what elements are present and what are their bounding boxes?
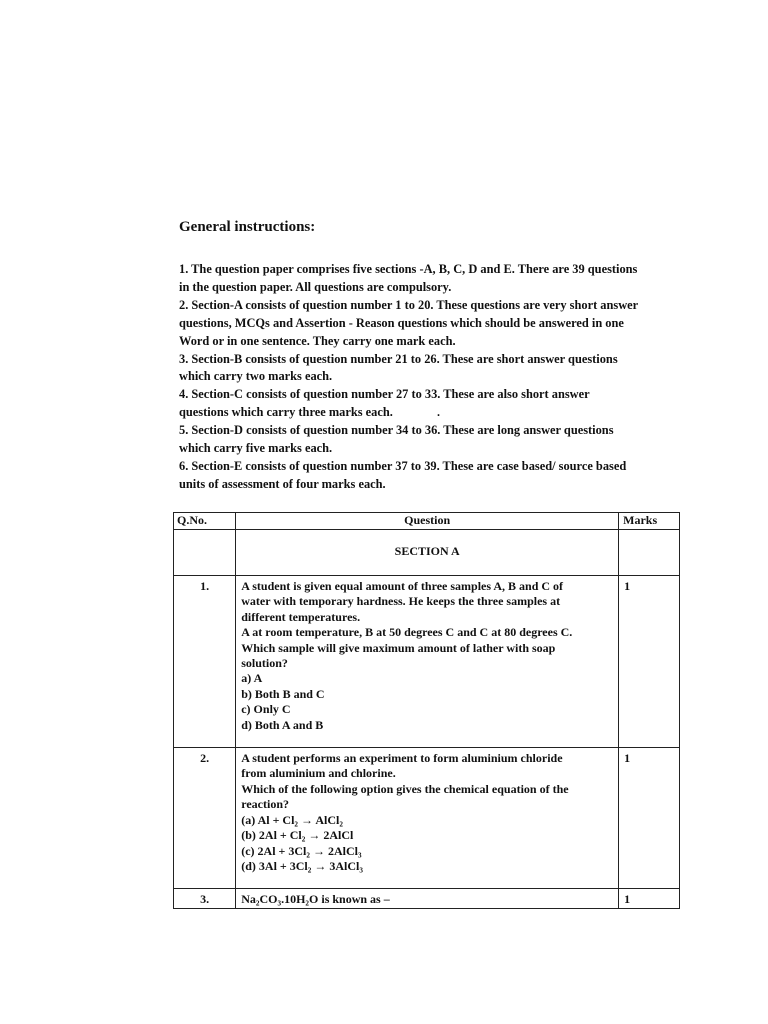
question-line: Which of the following option gives the chemical equation of the: [241, 781, 569, 796]
instruction-line: which carry two marks each.: [179, 369, 333, 384]
option-d: (d) 3Al + 3Cl₂ → 3AlCl₃: [241, 858, 363, 873]
instruction-line: questions, MCQs and Assertion - Reason questions which should be answered in one: [179, 315, 624, 330]
section-row: [174, 530, 680, 576]
question-line: Na₂CO₃.10H₂O is known as –: [241, 892, 390, 907]
question-text: [236, 576, 619, 748]
question-line: solution?: [241, 656, 288, 671]
option-a: (a) Al + Cl₂ → AlCl₂: [241, 812, 343, 827]
question-line: A student is given equal amount of three samples A, B and C of: [241, 579, 564, 593]
instruction-line: which carry five marks each.: [179, 441, 333, 456]
option-b: b) Both B and C: [241, 686, 325, 701]
section-label-cell: [236, 530, 619, 576]
question-line: from aluminium and chlorine.: [241, 766, 396, 781]
instruction-line: in the question paper. All questions are compulsory.: [179, 279, 452, 294]
table-header-row: [174, 513, 680, 530]
stray-mark: .: [437, 405, 440, 419]
instruction-line: 6. Section-E consists of question number 37 to 39. These are case based/ source based: [179, 458, 627, 473]
table-row: [174, 748, 680, 889]
question-line: Which sample will give maximum amount of lather with soap: [241, 640, 556, 655]
question-table: [173, 512, 680, 909]
question-marks: 1: [619, 748, 680, 889]
question-line: A at room temperature, B at 50 degrees C and C at 80 degrees C.: [241, 625, 573, 640]
header-qno: Q.No.: [174, 513, 236, 530]
table-row: [174, 576, 680, 748]
option-c: (c) 2Al + 3Cl₂ → 2AlCl₃: [241, 843, 362, 858]
header-question: Question: [236, 513, 619, 530]
section-label: SECTION A: [394, 544, 460, 558]
option-b: (b) 2Al + Cl₂ → 2AlCl: [241, 828, 354, 843]
question-text: [236, 748, 619, 889]
question-number: 1.: [174, 576, 236, 748]
question-number: 2.: [174, 748, 236, 889]
option-d: d) Both A and B: [241, 717, 324, 732]
instruction-line: 2. Section-A consists of question number 1 to 20. These questions are very short answer: [179, 297, 639, 312]
instruction-line: 3. Section-B consists of question number 21 to 26. These are short answer questions: [179, 351, 618, 366]
instruction-line: units of assessment of four marks each.: [179, 476, 386, 491]
question-number: 3.: [174, 889, 236, 908]
instruction-line: 4. Section-C consists of question number 27 to 33. These are also short answer: [179, 387, 590, 402]
general-instructions-list: [179, 261, 699, 494]
question-line: water with temporary hardness. He keeps the three samples at: [241, 594, 561, 609]
question-line: different temperatures.: [241, 609, 361, 624]
question-marks: 1: [619, 576, 680, 748]
general-instructions-title: General instructions:: [179, 219, 316, 235]
option-c: c) Only C: [241, 702, 291, 717]
question-line: reaction?: [241, 797, 289, 812]
instruction-line: Word or in one sentence. They carry one mark each.: [179, 333, 456, 348]
question-marks: 1: [619, 889, 680, 908]
option-a: a) A: [241, 671, 263, 686]
table-row: [174, 889, 680, 908]
question-line: A student performs an experiment to form aluminium chloride: [241, 751, 563, 766]
instruction-line: 5. Section-D consists of question number 34 to 36. These are long answer questions: [179, 423, 614, 438]
question-text: [236, 889, 619, 908]
instruction-line: questions which carry three marks each.: [179, 405, 393, 420]
header-marks: Marks: [619, 513, 680, 530]
instruction-line: 1. The question paper comprises five sections -A, B, C, D and E. There are 39 questions: [179, 262, 638, 276]
